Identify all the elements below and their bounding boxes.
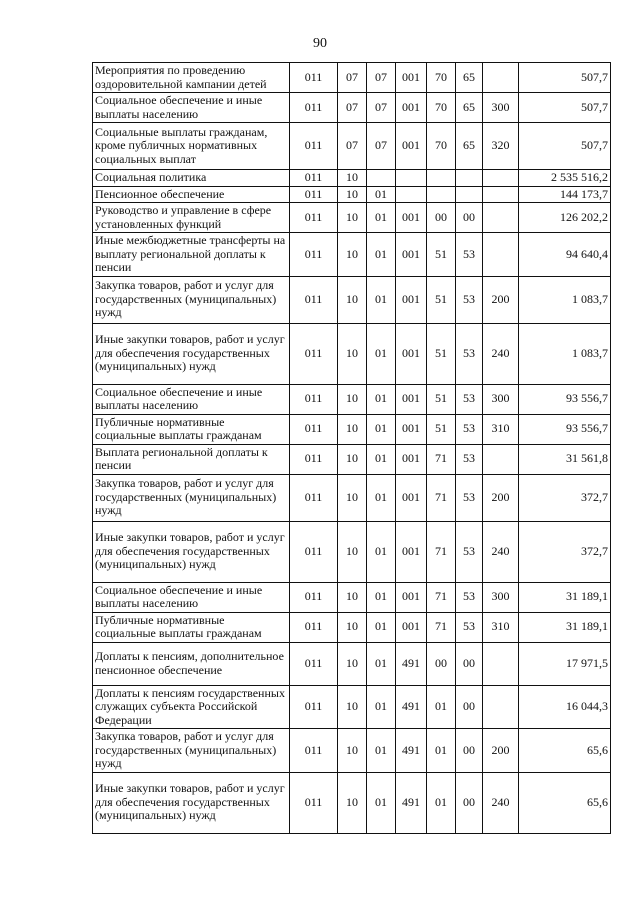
program-code: 001 (396, 582, 427, 612)
direction-code: 53 (456, 414, 483, 444)
subsection-code (367, 170, 396, 187)
admin-code: 011 (290, 123, 338, 170)
admin-code: 011 (290, 642, 338, 685)
table-row (93, 233, 611, 277)
expense-type-code (483, 170, 519, 187)
program-code: 001 (396, 521, 427, 582)
amount: 31 189,1 (519, 612, 611, 642)
amount: 507,7 (519, 123, 611, 170)
row-name: Руководство и управление в сфере установленных функций (93, 203, 290, 233)
direction-code: 00 (456, 203, 483, 233)
subprogram-code: 51 (427, 276, 456, 323)
program-code: 001 (396, 444, 427, 474)
budget-table (92, 62, 611, 834)
subsection-code: 01 (367, 474, 396, 521)
row-name: Выплата региональной доплаты к пенсии (93, 444, 290, 474)
amount: 94 640,4 (519, 233, 611, 277)
table-row (93, 521, 611, 582)
subsection-code: 01 (367, 384, 396, 414)
section-code: 10 (338, 729, 367, 773)
subprogram-code: 01 (427, 772, 456, 833)
expense-type-code (483, 63, 519, 93)
subsection-code: 07 (367, 123, 396, 170)
table-row (93, 414, 611, 444)
subprogram-code: 51 (427, 414, 456, 444)
section-code: 10 (338, 642, 367, 685)
admin-code: 011 (290, 186, 338, 203)
direction-code: 00 (456, 729, 483, 773)
expense-type-code: 200 (483, 729, 519, 773)
subsection-code: 01 (367, 521, 396, 582)
expense-type-code: 300 (483, 93, 519, 123)
subsection-code: 01 (367, 414, 396, 444)
admin-code: 011 (290, 414, 338, 444)
direction-code: 53 (456, 582, 483, 612)
subprogram-code (427, 186, 456, 203)
section-code: 07 (338, 93, 367, 123)
page-number: 90 (313, 36, 327, 51)
row-name: Социальное обеспечение и иные выплаты населению (93, 93, 290, 123)
subprogram-code: 70 (427, 123, 456, 170)
subprogram-code: 00 (427, 642, 456, 685)
table-row (93, 186, 611, 203)
subsection-code: 01 (367, 612, 396, 642)
subprogram-code: 70 (427, 93, 456, 123)
amount: 31 561,8 (519, 444, 611, 474)
row-name: Закупка товаров, работ и услуг для государственных (муниципальных) нужд (93, 474, 290, 521)
table-row (93, 582, 611, 612)
table-row (93, 384, 611, 414)
subsection-code: 01 (367, 203, 396, 233)
expense-type-code: 240 (483, 521, 519, 582)
section-code: 10 (338, 474, 367, 521)
subprogram-code: 01 (427, 685, 456, 729)
program-code: 001 (396, 612, 427, 642)
admin-code: 011 (290, 323, 338, 384)
direction-code: 53 (456, 384, 483, 414)
program-code: 001 (396, 323, 427, 384)
section-code: 07 (338, 123, 367, 170)
section-code: 10 (338, 772, 367, 833)
admin-code: 011 (290, 276, 338, 323)
admin-code: 011 (290, 474, 338, 521)
section-code: 10 (338, 170, 367, 187)
table-row (93, 685, 611, 729)
amount: 1 083,7 (519, 276, 611, 323)
expense-type-code: 300 (483, 384, 519, 414)
program-code: 491 (396, 642, 427, 685)
amount: 144 173,7 (519, 186, 611, 203)
direction-code (456, 170, 483, 187)
section-code: 10 (338, 521, 367, 582)
subsection-code: 07 (367, 63, 396, 93)
direction-code: 65 (456, 63, 483, 93)
direction-code: 65 (456, 123, 483, 170)
row-name: Иные закупки товаров, работ и услуг для обеспечения государственных (муниципальных) нужд (93, 521, 290, 582)
direction-code: 53 (456, 276, 483, 323)
subprogram-code: 71 (427, 474, 456, 521)
amount: 65,6 (519, 772, 611, 833)
row-name: Иные межбюджетные трансферты на выплату региональной доплаты к пенсии (93, 233, 290, 277)
table-row (93, 203, 611, 233)
row-name: Иные закупки товаров, работ и услуг для обеспечения государственных (муниципальных) нужд (93, 772, 290, 833)
section-code: 10 (338, 444, 367, 474)
table-row (93, 93, 611, 123)
subprogram-code: 71 (427, 444, 456, 474)
subprogram-code: 51 (427, 233, 456, 277)
expense-type-code: 300 (483, 582, 519, 612)
admin-code: 011 (290, 93, 338, 123)
row-name: Публичные нормативные социальные выплаты гражданам (93, 612, 290, 642)
subprogram-code: 71 (427, 521, 456, 582)
row-name: Доплаты к пенсиям государственных служащих субъекта Российской Федерации (93, 685, 290, 729)
expense-type-code: 240 (483, 323, 519, 384)
expense-type-code: 310 (483, 612, 519, 642)
table-row (93, 323, 611, 384)
section-code: 10 (338, 323, 367, 384)
expense-type-code: 200 (483, 474, 519, 521)
admin-code: 011 (290, 63, 338, 93)
admin-code: 011 (290, 685, 338, 729)
subsection-code: 01 (367, 233, 396, 277)
subprogram-code (427, 170, 456, 187)
subsection-code: 01 (367, 276, 396, 323)
row-name: Закупка товаров, работ и услуг для государственных (муниципальных) нужд (93, 729, 290, 773)
subsection-code: 01 (367, 582, 396, 612)
amount: 93 556,7 (519, 384, 611, 414)
subsection-code: 01 (367, 729, 396, 773)
subsection-code: 01 (367, 772, 396, 833)
section-code: 10 (338, 384, 367, 414)
subsection-code: 01 (367, 444, 396, 474)
expense-type-code (483, 642, 519, 685)
expense-type-code (483, 186, 519, 203)
section-code: 10 (338, 612, 367, 642)
row-name: Закупка товаров, работ и услуг для государственных (муниципальных) нужд (93, 276, 290, 323)
admin-code: 011 (290, 384, 338, 414)
admin-code: 011 (290, 444, 338, 474)
row-name: Пенсионное обеспечение (93, 186, 290, 203)
program-code (396, 170, 427, 187)
subprogram-code: 71 (427, 612, 456, 642)
row-name: Доплаты к пенсиям, дополнительное пенсионное обеспечение (93, 642, 290, 685)
direction-code: 00 (456, 772, 483, 833)
amount: 507,7 (519, 63, 611, 93)
section-code: 10 (338, 276, 367, 323)
program-code: 001 (396, 414, 427, 444)
program-code: 001 (396, 93, 427, 123)
subsection-code: 01 (367, 642, 396, 685)
admin-code: 011 (290, 170, 338, 187)
expense-type-code (483, 203, 519, 233)
amount: 17 971,5 (519, 642, 611, 685)
program-code: 001 (396, 63, 427, 93)
section-code: 07 (338, 63, 367, 93)
direction-code: 53 (456, 612, 483, 642)
amount: 2 535 516,2 (519, 170, 611, 187)
amount: 65,6 (519, 729, 611, 773)
amount: 372,7 (519, 474, 611, 521)
table-row (93, 729, 611, 773)
section-code: 10 (338, 203, 367, 233)
row-name: Социальная политика (93, 170, 290, 187)
subprogram-code: 00 (427, 203, 456, 233)
admin-code: 011 (290, 521, 338, 582)
direction-code: 53 (456, 323, 483, 384)
row-name: Иные закупки товаров, работ и услуг для обеспечения государственных (муниципальных) нужд (93, 323, 290, 384)
section-code: 10 (338, 414, 367, 444)
row-name: Публичные нормативные социальные выплаты гражданам (93, 414, 290, 444)
table-row (93, 123, 611, 170)
direction-code: 53 (456, 474, 483, 521)
program-code (396, 186, 427, 203)
subprogram-code: 71 (427, 582, 456, 612)
subprogram-code: 51 (427, 323, 456, 384)
subsection-code: 01 (367, 323, 396, 384)
row-name: Мероприятия по проведению оздоровительной кампании детей (93, 63, 290, 93)
program-code: 491 (396, 772, 427, 833)
amount: 507,7 (519, 93, 611, 123)
program-code: 491 (396, 685, 427, 729)
section-code: 10 (338, 685, 367, 729)
section-code: 10 (338, 186, 367, 203)
subprogram-code: 51 (427, 384, 456, 414)
program-code: 491 (396, 729, 427, 773)
expense-type-code: 240 (483, 772, 519, 833)
direction-code: 65 (456, 93, 483, 123)
amount: 1 083,7 (519, 323, 611, 384)
table-row (93, 772, 611, 833)
budget-table-body (93, 63, 611, 834)
expense-type-code (483, 444, 519, 474)
admin-code: 011 (290, 203, 338, 233)
table-row (93, 612, 611, 642)
program-code: 001 (396, 233, 427, 277)
direction-code: 00 (456, 685, 483, 729)
amount: 31 189,1 (519, 582, 611, 612)
direction-code: 53 (456, 233, 483, 277)
admin-code: 011 (290, 582, 338, 612)
subprogram-code: 70 (427, 63, 456, 93)
expense-type-code (483, 685, 519, 729)
program-code: 001 (396, 123, 427, 170)
table-row (93, 63, 611, 93)
table-row (93, 444, 611, 474)
admin-code: 011 (290, 233, 338, 277)
direction-code (456, 186, 483, 203)
row-name: Социальное обеспечение и иные выплаты населению (93, 384, 290, 414)
section-code: 10 (338, 233, 367, 277)
subsection-code: 01 (367, 186, 396, 203)
table-row (93, 642, 611, 685)
table-row (93, 276, 611, 323)
row-name: Социальные выплаты гражданам, кроме публичных нормативных социальных выплат (93, 123, 290, 170)
direction-code: 00 (456, 642, 483, 685)
expense-type-code: 200 (483, 276, 519, 323)
admin-code: 011 (290, 772, 338, 833)
direction-code: 53 (456, 444, 483, 474)
direction-code: 53 (456, 521, 483, 582)
section-code: 10 (338, 582, 367, 612)
row-name: Социальное обеспечение и иные выплаты населению (93, 582, 290, 612)
program-code: 001 (396, 203, 427, 233)
program-code: 001 (396, 384, 427, 414)
subprogram-code: 01 (427, 729, 456, 773)
expense-type-code: 310 (483, 414, 519, 444)
amount: 126 202,2 (519, 203, 611, 233)
program-code: 001 (396, 474, 427, 521)
amount: 16 044,3 (519, 685, 611, 729)
expense-type-code (483, 233, 519, 277)
subsection-code: 07 (367, 93, 396, 123)
admin-code: 011 (290, 612, 338, 642)
subsection-code: 01 (367, 685, 396, 729)
amount: 372,7 (519, 521, 611, 582)
program-code: 001 (396, 276, 427, 323)
table-row (93, 170, 611, 187)
amount: 93 556,7 (519, 414, 611, 444)
expense-type-code: 320 (483, 123, 519, 170)
table-row (93, 474, 611, 521)
admin-code: 011 (290, 729, 338, 773)
